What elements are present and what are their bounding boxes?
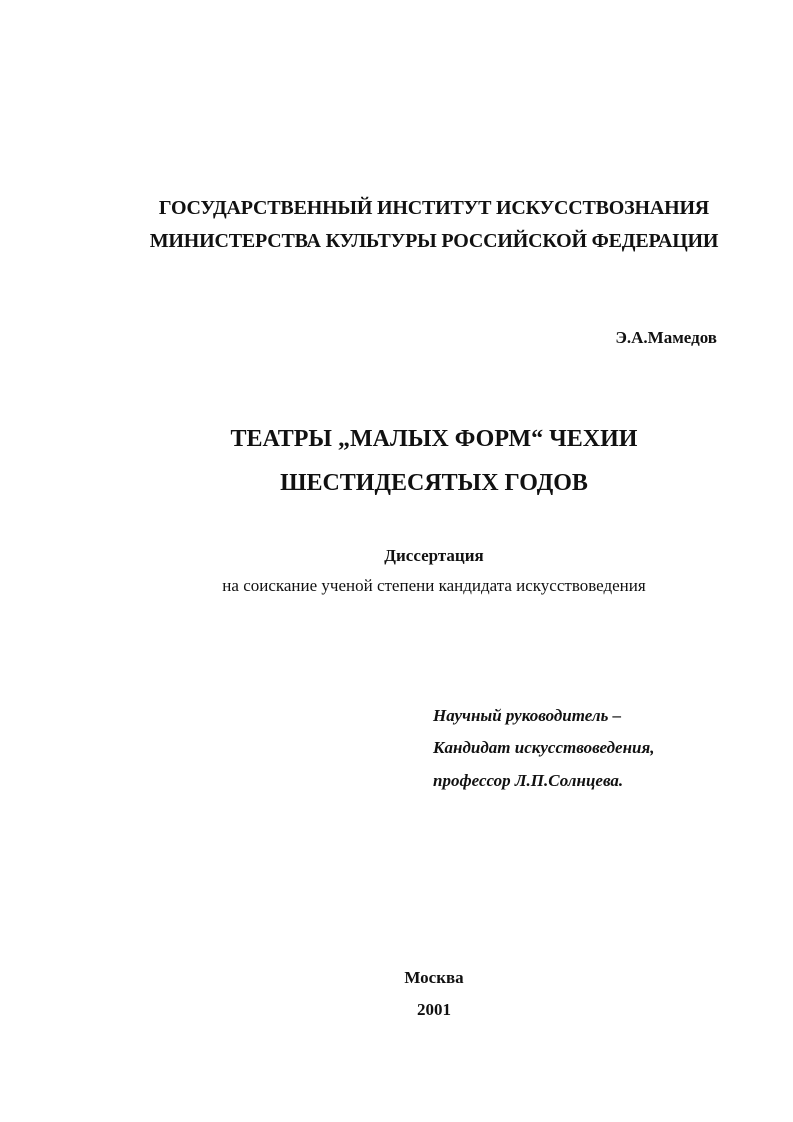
supervisor-line-3: профессор Л.П.Солнцева. [433,771,624,790]
work-type: Диссертация [384,546,484,565]
year: 2001 [417,1000,451,1019]
institute-name-line-1: ГОСУДАРСТВЕННЫЙ ИНСТИТУТ ИСКУССТВОЗНАНИЯ [158,197,710,219]
dissertation-title-line-1: ТЕАТРЫ „МАЛЫХ ФОРМ“ ЧЕХИИ [230,426,638,452]
supervisor-line-2: Кандидат искусствоведения, [433,738,655,757]
institute-name-line-2: МИНИСТЕРСТВА КУЛЬТУРЫ РОССИЙСКОЙ ФЕДЕРАЦИИ [149,230,719,252]
degree-description: на соискание ученой степени кандидата искусствоведения [222,576,646,595]
supervisor-line-1: Научный руководитель – [433,706,622,725]
dissertation-title-line-2: ШЕСТИДЕСЯТЫХ ГОДОВ [280,470,588,496]
author-name: Э.А.Мамедов [615,328,717,347]
city: Москва [404,968,464,987]
